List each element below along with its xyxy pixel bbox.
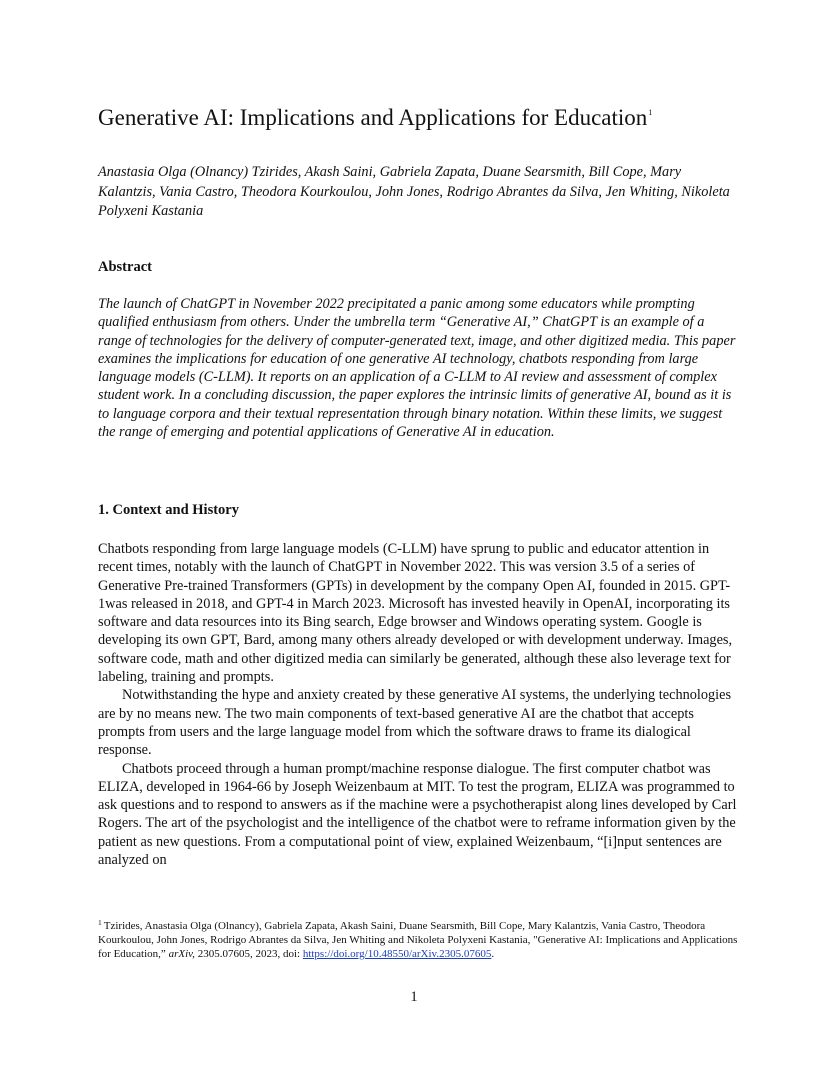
section-heading: 1. Context and History (98, 502, 239, 518)
paper-title (98, 99, 758, 132)
footnote-end: . (491, 948, 495, 960)
footnote-text: Tzirides, Anastasia Olga (Olnancy), Gabriela Zapata, Akash Saini, Duane Searsmith, Bill Cope, Mary Kalantzis, Vania Castro, Theodora Kourkoulou, John Jones, Rodrigo Abrantes da Silva, Jen Whiting and Nikoleta Polyxeni Kastania, "Generative AI: Implications and Applications for Education,” (98, 920, 738, 960)
title-footnote-marker[interactable]: 1 (648, 108, 653, 117)
footnote (98, 916, 746, 961)
paragraph: Notwithstanding the hype and anxiety created by these generative AI systems, the underlying technologies are by no means new. The two main components of text-based generative AI are the chatbot that accepts prompts from users and the large language model from which the software draws to frame its dialogical response. (98, 687, 732, 759)
doi-link[interactable]: https://doi.org/10.48550/arXiv.2305.07605 (302, 948, 492, 960)
footnote-citation: 2305.07605, 2023, doi: (197, 948, 301, 960)
abstract-text: The launch of ChatGPT in November 2022 precipitated a panic among some educators while prompting qualified enthusiasm from others. Under the umbrella term “Generative AI,” ChatGPT is an example of a range of technologies for the delivery of computer-generated text, image, and other digitized media. This paper examines the implications for education of one generative AI technology, chatbots responding from large language models (C-LLM). It reports on an application of a C-LLM to AI review and assessment of complex student work. In a concluding discussion, the paper explores the intrinsic limits of generative AI, bound as it is to language corpora and their textual representation through binary notation. Within these limits, we suggest the range of emerging and potential applications of Generative AI in education. (98, 296, 736, 441)
author-list: Anastasia Olga (Olnancy) Tzirides, Akash Saini, Gabriela Zapata, Duane Searsmith, Bill Cope, Mary Kalantzis, Vania Castro, Theodora Kourkoulou, John Jones, Rodrigo Abrantes da Silva, Jen Whiting, Nikoleta Polyxeni Kastania (98, 164, 730, 219)
footnote-journal: arXiv, (168, 948, 195, 960)
section-body (98, 540, 738, 869)
paper-title-text: Generative AI: Implications and Applications for Education (98, 105, 648, 130)
page-number: 1 (410, 989, 418, 1005)
paragraph: Chatbots responding from large language models (C-LLM) have sprung to public and educator attention in recent times, notably with the launch of ChatGPT in November 2022. This was version 3.5 of a series of Generative Pre-trained Transformers (GPTs) in development by the company Open AI, founded in 2015. GPT-1was released in 2018, and GPT-4 in March 2023. Microsoft has invested heavily in OpenAI, incorporating its software and data resources into its Bing search, Edge browser and Windows operating system. Google is developing its own GPT, Bard, among many others already developed or with development underway. Images, software code, math and other digitized media can similarly be generated, although these also leverage text for labeling, training and prompts. (98, 541, 733, 686)
paragraph: Chatbots proceed through a human prompt/machine response dialogue. The first computer chatbot was ELIZA, developed in 1964-66 by Joseph Weizenbaum at MIT. To test the program, ELIZA was programmed to ask questions and to respond to answers as if the machine were a psychotherapist along lines developed by Carl Rogers. The art of the psychologist and the intelligence of the chatbot were to reframe information given by the patient as new questions. From a computational point of view, explained Weizenbaum, “[i]nput sentences are analyzed on (98, 760, 737, 869)
abstract-heading: Abstract (98, 259, 152, 275)
footnote-marker: 1 (98, 918, 102, 927)
